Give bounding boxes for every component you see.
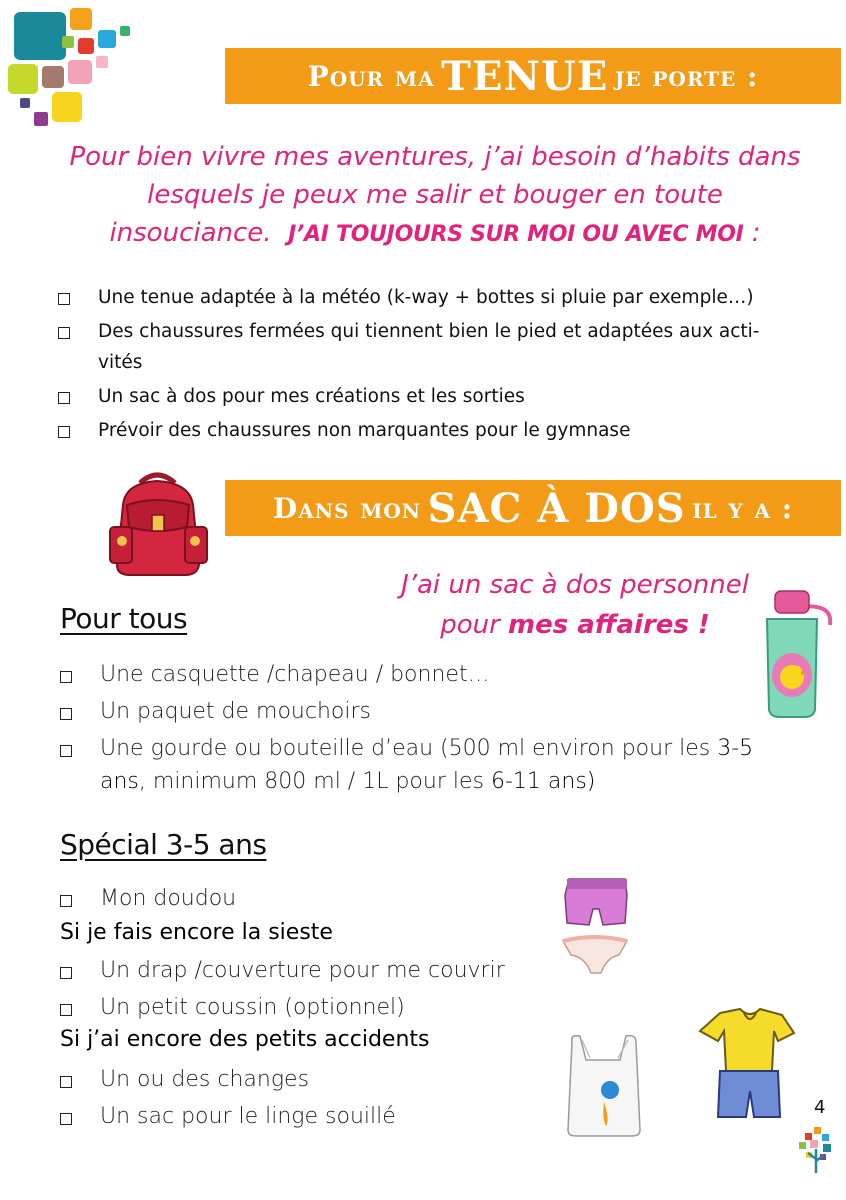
banner-tenue-small-1: Pour ma xyxy=(307,59,435,93)
accidents-list xyxy=(60,1063,760,1137)
note-line-2a: pour xyxy=(440,610,509,640)
list-item: Un sac pour le linge souillé xyxy=(60,1100,760,1133)
intro-emphasis: J’AI TOUJOURS SUR MOI OU AVEC MOI xyxy=(288,222,744,247)
intro-text xyxy=(40,138,830,254)
list-item: Un sac à dos pour mes créations et les sorties xyxy=(58,381,788,412)
checkbox-icon xyxy=(60,1076,72,1088)
logo-squares xyxy=(0,0,140,130)
checkbox-icon xyxy=(60,967,72,979)
list-item: Des chaussures fermées qui tiennent bien le pied et adaptées aux acti-vités xyxy=(58,316,788,378)
banner-tenue-big: TENUE xyxy=(441,52,609,100)
list-item: Prévoir des chaussures non marquantes pour le gymnase xyxy=(58,415,788,446)
clothes-icon xyxy=(690,1005,800,1120)
sac-note xyxy=(360,565,790,645)
underwear-icon xyxy=(555,875,635,980)
special-doudou-list xyxy=(60,882,760,919)
sub-heading-sieste: Si je fais encore la sieste xyxy=(60,920,333,945)
checkbox-icon xyxy=(60,708,72,720)
checkbox-icon xyxy=(58,426,70,438)
list-item: Mon doudou xyxy=(60,882,760,915)
intro-line-1: Pour bien vivre mes aventures, j’ai besoin d’habits dans xyxy=(69,142,801,172)
list-item: Une casquette /chapeau / bonnet… xyxy=(60,658,760,691)
intro-line-3: insouciance. xyxy=(109,218,272,248)
section-title-special: Spécial 3-5 ans xyxy=(60,828,267,861)
banner-sac-small-2: il y a : xyxy=(692,491,794,525)
tree-logo-icon xyxy=(796,1125,836,1175)
note-line-2b: mes affaires ! xyxy=(508,610,710,640)
page-number: 4 xyxy=(814,1097,826,1118)
intro-line-2: lesquels je peux me salir et bouger en toute xyxy=(147,180,723,210)
pour-tous-list xyxy=(60,658,760,802)
checkbox-icon xyxy=(60,1004,72,1016)
sieste-list xyxy=(60,954,760,1028)
checkbox-icon xyxy=(60,745,72,757)
banner-tenue-small-2: je porte : xyxy=(614,59,759,93)
banner-tenue xyxy=(225,48,841,104)
checkbox-icon xyxy=(60,671,72,683)
checkbox-icon xyxy=(60,1113,72,1125)
sub-heading-accidents: Si j’ai encore des petits accidents xyxy=(60,1027,430,1052)
banner-sac-a-dos xyxy=(225,480,841,536)
list-item: Un paquet de mouchoirs xyxy=(60,695,760,728)
note-line-1: J’ai un sac à dos personnel xyxy=(401,570,749,600)
checkbox-icon xyxy=(60,895,72,907)
plastic-bag-icon xyxy=(560,1030,650,1140)
banner-sac-big: SAC À DOS xyxy=(427,484,686,532)
list-item: Un ou des changes xyxy=(60,1063,760,1096)
checkbox-icon xyxy=(58,327,70,339)
backpack-icon xyxy=(105,465,210,580)
intro-end: : xyxy=(743,218,761,248)
banner-sac-small-1: Dans mon xyxy=(272,491,422,525)
section-title-pour-tous: Pour tous xyxy=(60,602,188,635)
list-item: Une gourde ou bouteille d’eau (500 ml environ pour les 3-5 ans, minimum 800 ml / 1L pour les 6-11 ans) xyxy=(60,732,760,798)
tenue-list xyxy=(58,282,788,449)
list-item: Un petit coussin (optionnel) xyxy=(60,991,760,1024)
checkbox-icon xyxy=(58,293,70,305)
list-item: Un drap /couverture pour me couvrir xyxy=(60,954,760,987)
list-item: Une tenue adaptée à la météo (k-way + bottes si pluie par exemple…) xyxy=(58,282,788,313)
checkbox-icon xyxy=(58,392,70,404)
